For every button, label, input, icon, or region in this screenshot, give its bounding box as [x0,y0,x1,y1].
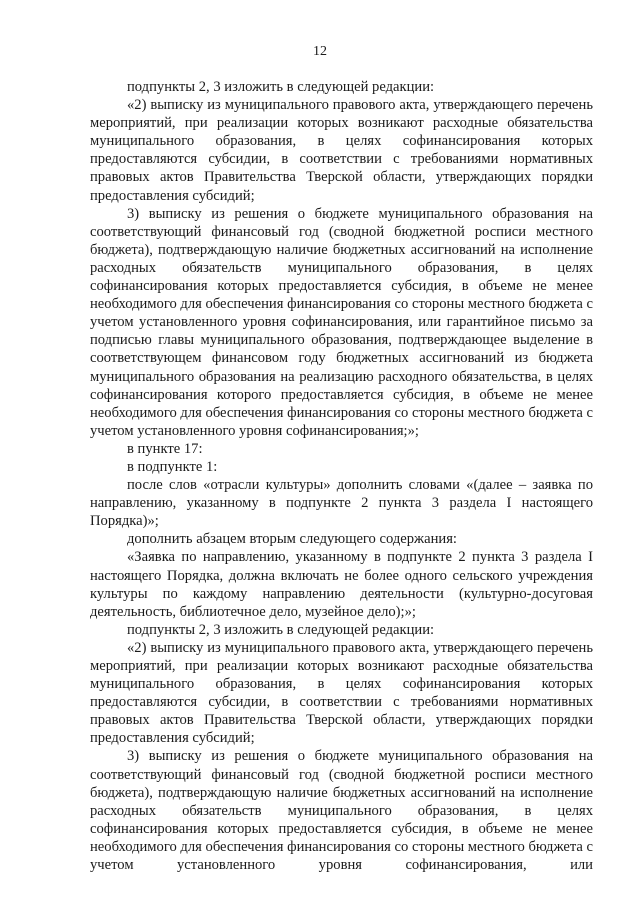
paragraph-subpoint-1: в подпункте 1: [127,458,218,475]
paragraph-subpoint-3-second: 3) выписку из решения о бюджете муниципального образования на соответствующий финансовый год (сводной бюджетной росписи местного бюджета), подтверждающую наличие бюджетных ассигнований на исполнение расходных обязательств муниципального образования, в целях софинансирования которых предоставляется субсидия, в объеме не менее необходимого для обеспечения финансирования со стороны местного бюджета с учетом установленного уровня софинансирования, или [90,748,593,874]
page-number: 12 [313,44,327,59]
paragraph-amend-subpoints-intro: подпункты 2, 3 изложить в следующей редакции: [127,79,435,95]
paragraph-application-rule: «Заявка по направлению, указанному в подпункте 2 пункта 3 раздела I настоящего Порядка, должна включать не более одного сельского учреждения культуры по каждому направлению деятельности (культурно-досуговая деятельность, библиотечное дело, музейное дело);»; [90,549,593,620]
paragraph-amend-subpoints-intro-2: подпункты 2, 3 изложить в следующей редакции: [127,621,435,638]
paragraph-subpoint-3-first: 3) выписку из решения о бюджете муниципального образования на соответствующий финансовый год (сводной бюджетной росписи местного бюджета), подтверждающую наличие бюджетных ассигнований на исполнение расходных обязательств муниципального образования, в целях софинансирования которых предоставляется субсидия, в объеме не менее необходимого для обеспечения финансирования со стороны местного бюджета с учетом установленного уровня софинансирования, или гарантийное письмо за подписью главы муниципального образования, подтверждающее выделение в соответствующем финансовом году бюджетных ассигнований из бюджета муниципального образования на реализацию расходного обязательства, в целях софинансирования которого предоставляется субсидия, в объеме не менее необходимого для обеспечения финансирования со стороны местного бюджета с учетом установленного уровня софинансирования;»; [90,205,593,439]
paragraph-subpoint-2-first: «2) выписку из муниципального правового акта, утверждающего перечень мероприятий, при реализации которых возникают расходные обязательства муниципального образования, в целях софинансирования которых предоставляются субсидии, в соответствии с требованиями нормативных правовых актов Правительства Тверской области, утверждающих порядки предоставления субсидий; [90,97,593,204]
paragraph-subpoint-2-second: «2) выписку из муниципального правового акта, утверждающего перечень мероприятий, при реализации которых возникают расходные обязательства муниципального образования, в целях софинансирования которых предоставляются субсидии, в соответствии с требованиями нормативных правовых актов Правительства Тверской области, утверждающих порядки предоставления субсидий; [90,639,593,747]
paragraph-point-17: в пункте 17: [127,440,203,457]
paragraph-after-words: после слов «отрасли культуры» дополнить словами «(далее – заявка по направлению, указанному в подпункте 2 пункта 3 раздела I настоящего Порядка)»; [90,477,593,530]
paragraph-add-second-para: дополнить абзацем вторым следующего содержания: [127,531,457,548]
document-body [90,78,593,874]
